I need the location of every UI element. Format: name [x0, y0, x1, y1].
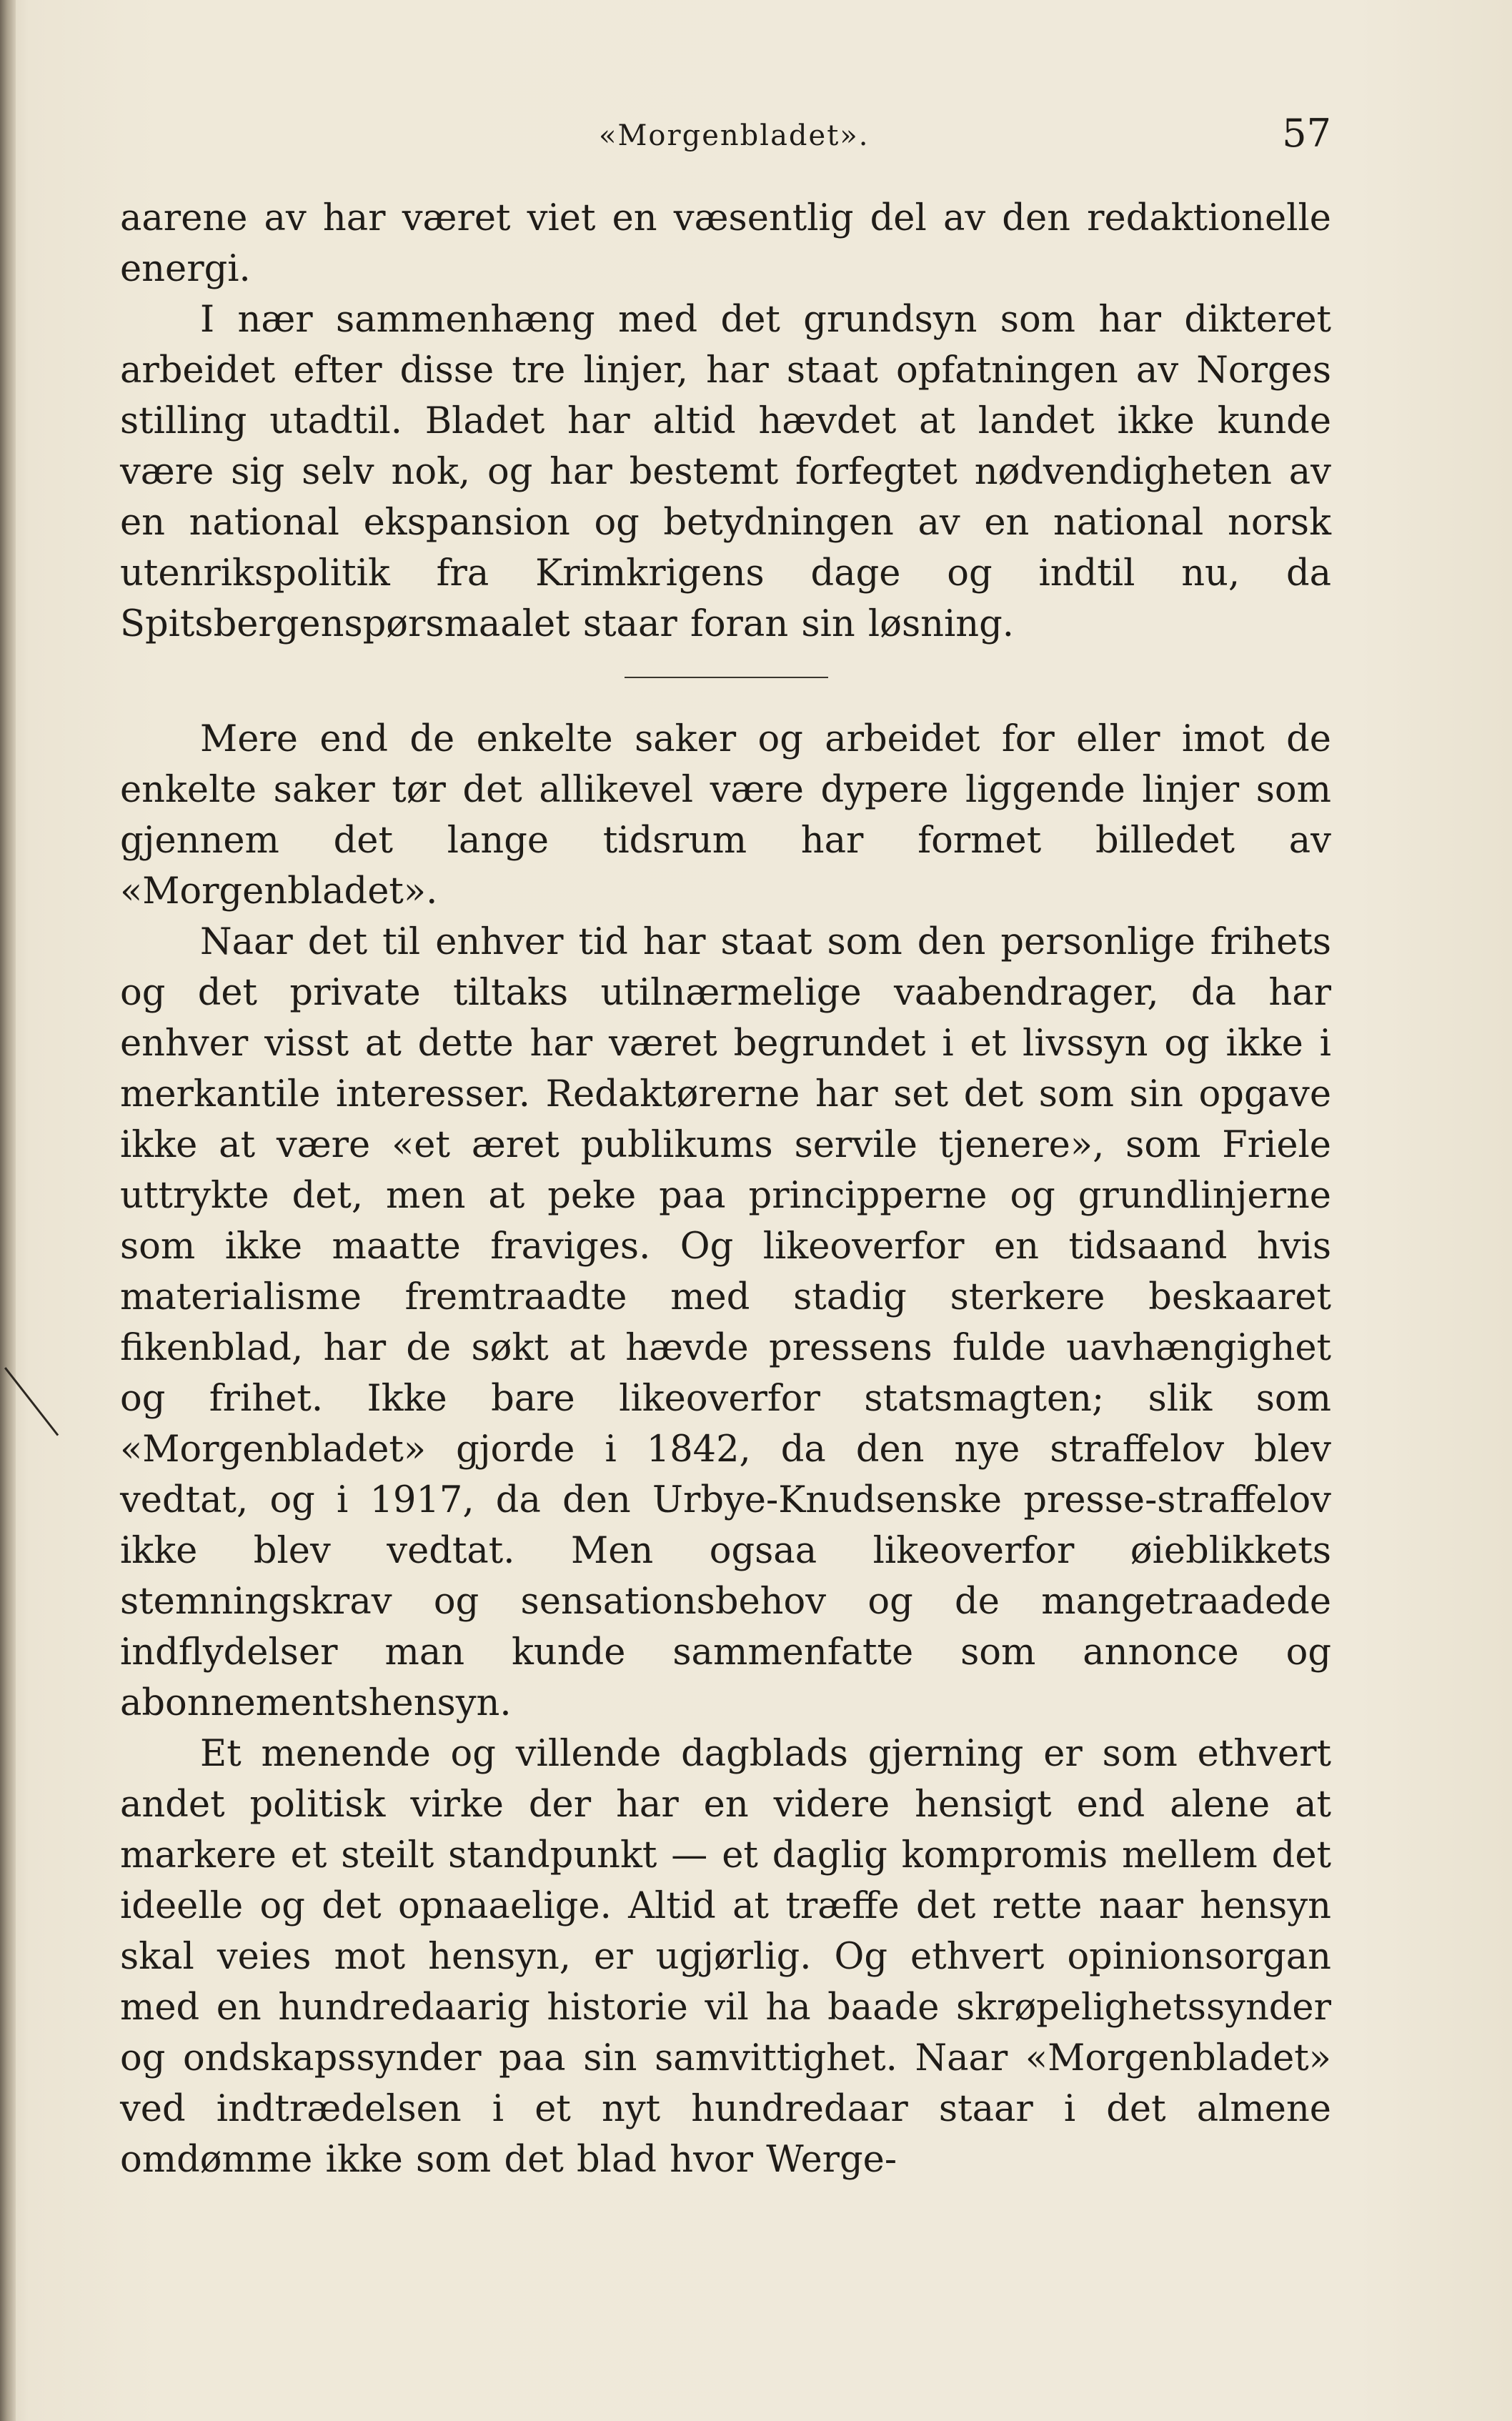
paragraph: Mere end de enkelte saker og arbeidet for eller imot de enkelte saker tør det allikevel være dypere liggende linjer som gjennem det lange tidsrum har formet billedet av «Morgenbladet». — [120, 718, 1331, 913]
running-header — [120, 111, 1331, 161]
running-title: «Morgenbladet». — [599, 119, 870, 152]
body-text — [120, 193, 1331, 2185]
paragraph: I nær sammenhæng med det grundsyn som har dikteret arbeidet efter disse tre linjer, har staat opfatningen av Norges stilling utadtil. Bladet har altid hævdet at landet ikke kunde være sig selv nok, og har bestemt forfegtet nødvendigheten av en national ekspansion og betydningen av en national norsk utenrikspolitik fra Krimkrigens dage og indtil nu, da Spitsbergenspørsmaalet staar foran sin løsning. — [120, 299, 1331, 645]
page-binding-edge — [0, 0, 16, 2421]
paragraph: Naar det til enhver tid har staat som den personlige frihets og det private tiltaks utilnærmelige vaabendrager, da har enhver visst at dette har været begrundet i et livssyn og ikke i merkantile interesser. Redaktørerne har set det som sin opgave ikke at være «et æret publikums servile tjenere», som Friele uttrykte det, men at peke paa principperne og grundlinjerne som ikke maatte fraviges. Og likeoverfor en tidsaand hvis materialisme fremtraadte med stadig sterkere beskaaret fikenblad, har de søkt at hævde pressens fulde uavhængighet og frihet. Ikke bare likeoverfor statsmagten; slik som «Morgenbladet» gjorde i 1842, da den nye straffelov blev vedtat, og i 1917, da den Urbye-Knudsenske presse-straffelov ikke blev vedtat. Men ogsaa likeoverfor øieblikkets stemningskrav og sensationsbehov og de mangetraadede indflydelser man kunde sammenfatte som annonce og abonnementshensyn. — [120, 921, 1331, 1724]
paragraph: Et menende og villende dagblads gjerning er som ethvert andet politisk virke der har en videre hensigt end alene at markere et steilt standpunkt — et daglig kompromis mellem det ideelle og det opnaaelige. Altid at træffe det rette naar hensyn skal veies mot hensyn, er ugjørlig. Og ethvert opinionsorgan med en hundredaarig historie vil ha baade skrøpelighetssynder og ondskapssynder paa sin samvittighet. Naar «Morgenbladet» ved indtrædelsen i et nyt hundredaar staar i det almene omdømme ikke som det blad hvor Werge- — [120, 1733, 1331, 2181]
section-divider — [625, 677, 828, 678]
paragraph-continued: aarene av har været viet en væsentlig del av den redaktionelle energi. — [120, 197, 1331, 290]
page-number: 57 — [1282, 111, 1331, 156]
